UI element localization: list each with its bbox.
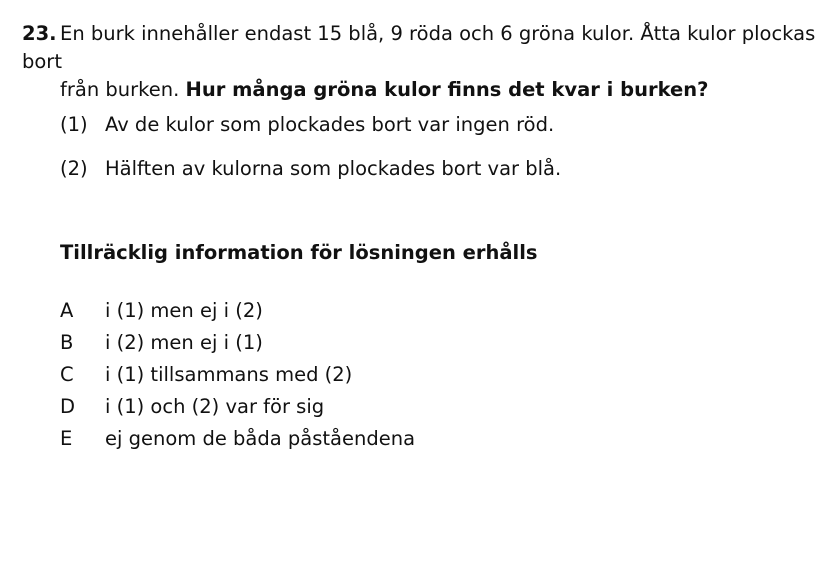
statement-2 [60, 156, 561, 182]
option-letter: A [60, 299, 74, 322]
answer-option-c[interactable] [60, 359, 415, 391]
statement-number: (1) [60, 113, 88, 136]
statement-number: (2) [60, 157, 88, 180]
question-text-line-1: En burk innehåller endast 15 blå, 9 röda och 6 gröna kulor. Åtta kulor plockas bort [22, 22, 816, 73]
answer-option-d[interactable] [60, 391, 415, 423]
answer-option-a[interactable] [60, 295, 415, 327]
option-text: ej genom de båda påståendena [105, 427, 416, 450]
question-line-1 [22, 20, 822, 76]
question-text-line-2: från burken. [60, 78, 186, 101]
statement-text: Hälften av kulorna som plockades bort var blå. [105, 157, 562, 180]
question-number: 23. [22, 22, 57, 45]
option-text: i (1) tillsammans med (2) [105, 363, 353, 386]
question-block [22, 20, 822, 104]
question-prompt: Hur många gröna kulor finns det kvar i burken? [185, 78, 709, 101]
answer-option-e[interactable] [60, 423, 415, 455]
option-letter: B [60, 331, 74, 354]
answer-options [60, 295, 415, 455]
statement-1 [60, 112, 554, 138]
answer-option-b[interactable] [60, 327, 415, 359]
statement-text: Av de kulor som plockades bort var ingen röd. [105, 113, 555, 136]
option-letter: C [60, 363, 74, 386]
option-letter: D [60, 395, 76, 418]
info-heading: Tillräcklig information för lösningen erhålls [60, 241, 538, 264]
option-text: i (2) men ej i (1) [105, 331, 263, 354]
option-letter: E [60, 427, 73, 450]
option-text: i (1) men ej i (2) [105, 299, 263, 322]
question-line-2 [22, 76, 822, 104]
option-text: i (1) och (2) var för sig [105, 395, 325, 418]
